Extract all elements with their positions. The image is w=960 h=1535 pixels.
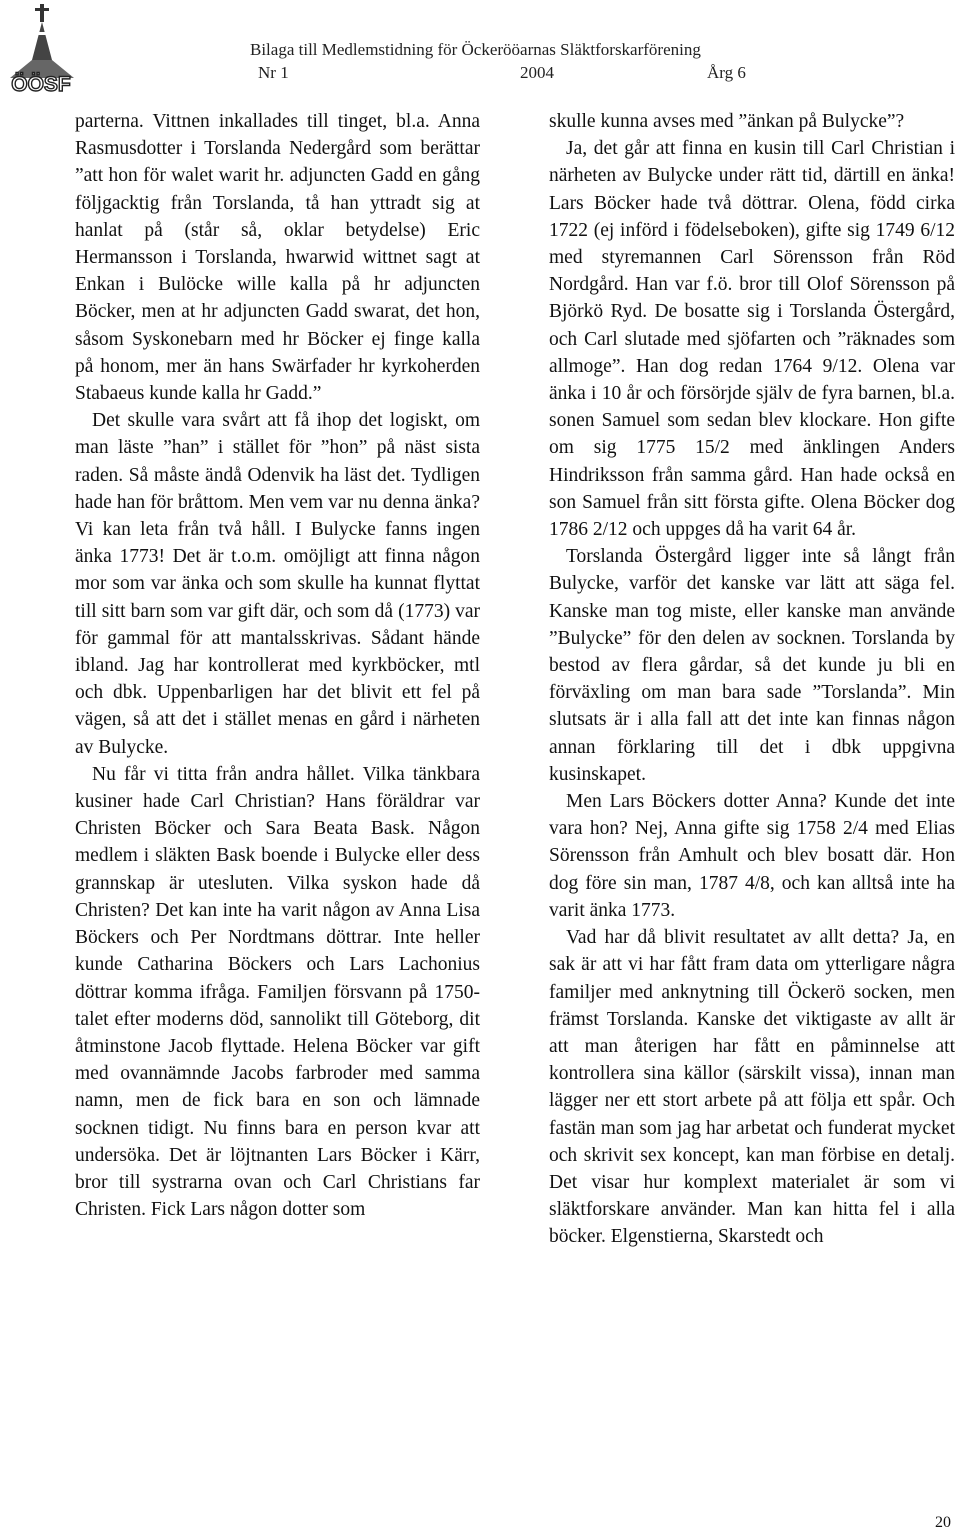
left-text-column <box>75 108 480 1223</box>
paragraph: Vad har då blivit resultatet av allt detta? Ja, en sak är att vi har fått fram data om ytterligare några familjer med anknytning till Öckerö socken, men främst Torslanda. Kanske det viktigaste av allt är att man återigen har fått en påminnelse att kontrollera sina källor (särskilt vissa), innan man lägger ner ett stort arbete på att följa ett spår. Och fastän man som jag har arbetat och funderat mycket och skrivit sex koncept, kan man förbise en detalj. Det visar hur komplext materialet är som vi släktforskare använder. Man kan hitta fel i alla böcker. Elgenstierna, Skarstedt och <box>549 927 955 1248</box>
right-text-column <box>549 108 955 1251</box>
page-header <box>250 38 810 84</box>
paragraph: Nu får vi titta från andra hållet. Vilka tänkbara kusiner hade Carl Christian? Hans föräldrar var Christen Böcker och Sara Beata Bask. Någon medlem i släkten Bask boende i Bulycke eller dess grannskap är utesluten. Vilka syskon hade då Christen? Det kan inte ha varit någon av Anna Lisa Böckers och Per Nordtmans döttrar. Inte heller kunde Catharina Böckers och Lars Lachonius döttrar komma ifråga. Familjen försvann på 1750-talet efter moderns död, sannolikt till Göteborg, dit åtminstone Jacob flyttade. Helena Böcker var gift med ovannämnde Jacobs farbroder med samma namn, men de fick bara en son och lämnade socknen tidigt. Nu finns bara en person kvar att undersöka. Det är löjtnanten Lars Böcker i Kärr, bror till systrarna ovan och Carl Christians far Christen. Fick Lars någon dotter som <box>75 763 480 1221</box>
volume-number: Årg 6 <box>707 63 746 82</box>
society-logo <box>2 2 80 94</box>
paragraph: Ja, det går att finna en kusin till Carl Christian i närheten av Bulycke under rätt tid, därtill en änka! Lars Böcker hade två döttrar. Olena, född cirka 1722 (ej införd i födelseboken), gifte sig 1749 6/12 med styremannen Carl Sörensson från Röd Nordgård. Han var f.ö. bror till Olof Sörensson på Björkö Ryd. De bosatte sig i Torslanda Östergård, och Carl slutade med sjöfarten och ”räknades som allmoge”. Han dog redan 1764 9/12. Olena var änka i 10 år och försörjde själv de fyra barnen, bl.a. sonen Samuel som sedan blev klockare. Hon gifte om sig 1775 15/2 med änklingen Anders Hindriksson från samma gård. Han hade också en son Samuel från sitt första gifte. Olena Böcker dog 1786 2/12 och uppges då ha varit 64 år. <box>549 138 955 541</box>
publication-title: Bilaga till Medlemstidning för Öckerööarnas Släktforskarförening <box>250 40 701 59</box>
logo-text: ÖÖSF <box>11 73 71 94</box>
lighthouse-icon <box>10 4 74 78</box>
paragraph: Men Lars Böckers dotter Anna? Kunde det inte vara hon? Nej, Anna gifte sig 1758 2/4 med Elias Sörensson från Amhult och blev bosatt där. Hon dog före sin man, 1787 4/8, och kan alltså inte ha varit änka 1773. <box>549 791 955 921</box>
paragraph: Torslanda Östergård ligger inte så långt från Bulycke, varför det kanske var lätt att säga fel. Kanske man tog miste, eller kanske man använde ”Bulycke” för den delen av socknen. Torslanda by bestod av flera gårdar, så det kunde ju bli en förväxling om man bara sade ”Torslanda”. Min slutsats är i alla fall att det inte kan finnas någon annan förklaring till det i dbk uppgivna kusinskapet. <box>549 546 955 785</box>
issue-line <box>250 61 810 84</box>
issue-number: Nr 1 <box>258 63 289 82</box>
paragraph: Det skulle vara svårt att få ihop det logiskt, om man läste ”han” i stället för ”hon” på näst sista raden. Så måste ändå Odenvik ha läst det. Tydligen hade han för bråttom. Men vem var nu denna änka? Vi kan leta från två håll. I Bulycke fanns ingen änka 1773! Det är t.o.m. omöjligt att finna någon mor som var änka och som skulle ha kunnat flyttat till sitt barn som var gift där, och som då (1773) var för gammal för att mantalsskrivas. Sådant hände ibland. Jag har kontrollerat med kyrkböcker, mtl och dbk. Uppenbarligen har det blivit ett fel på vägen, så att det i stället menas en gård i närheten av Bulycke. <box>75 410 480 758</box>
paragraph: skulle kunna avses med ”änkan på Bulycke”? <box>549 111 905 132</box>
paragraph: parterna. Vittnen inkallades till tinget, bl.a. Anna Rasmusdotter i Torslanda Nedergård som berättar ”att hon för walet warit hr. adjuncten Gadd en gång följgacktig från Torslanda, tå han yttradt sig at hanlat på (står så, oklar betydelse) Eric Hermansson i Torslanda, hwarwid wittnet sagt at Enkan i Bulöcke wille kalla på hr adjuncten Böcker, men at hr adjuncten Gadd swarat, det hon, såsom Syskonebarn med hr Böcker ej finge kalla på honom, mer än hans Swärfader hr kyrkoherden Stabaeus kunde kalla hr Gadd.” <box>75 111 480 405</box>
page-number: 20 <box>935 1514 951 1531</box>
issue-year: 2004 <box>520 63 554 82</box>
